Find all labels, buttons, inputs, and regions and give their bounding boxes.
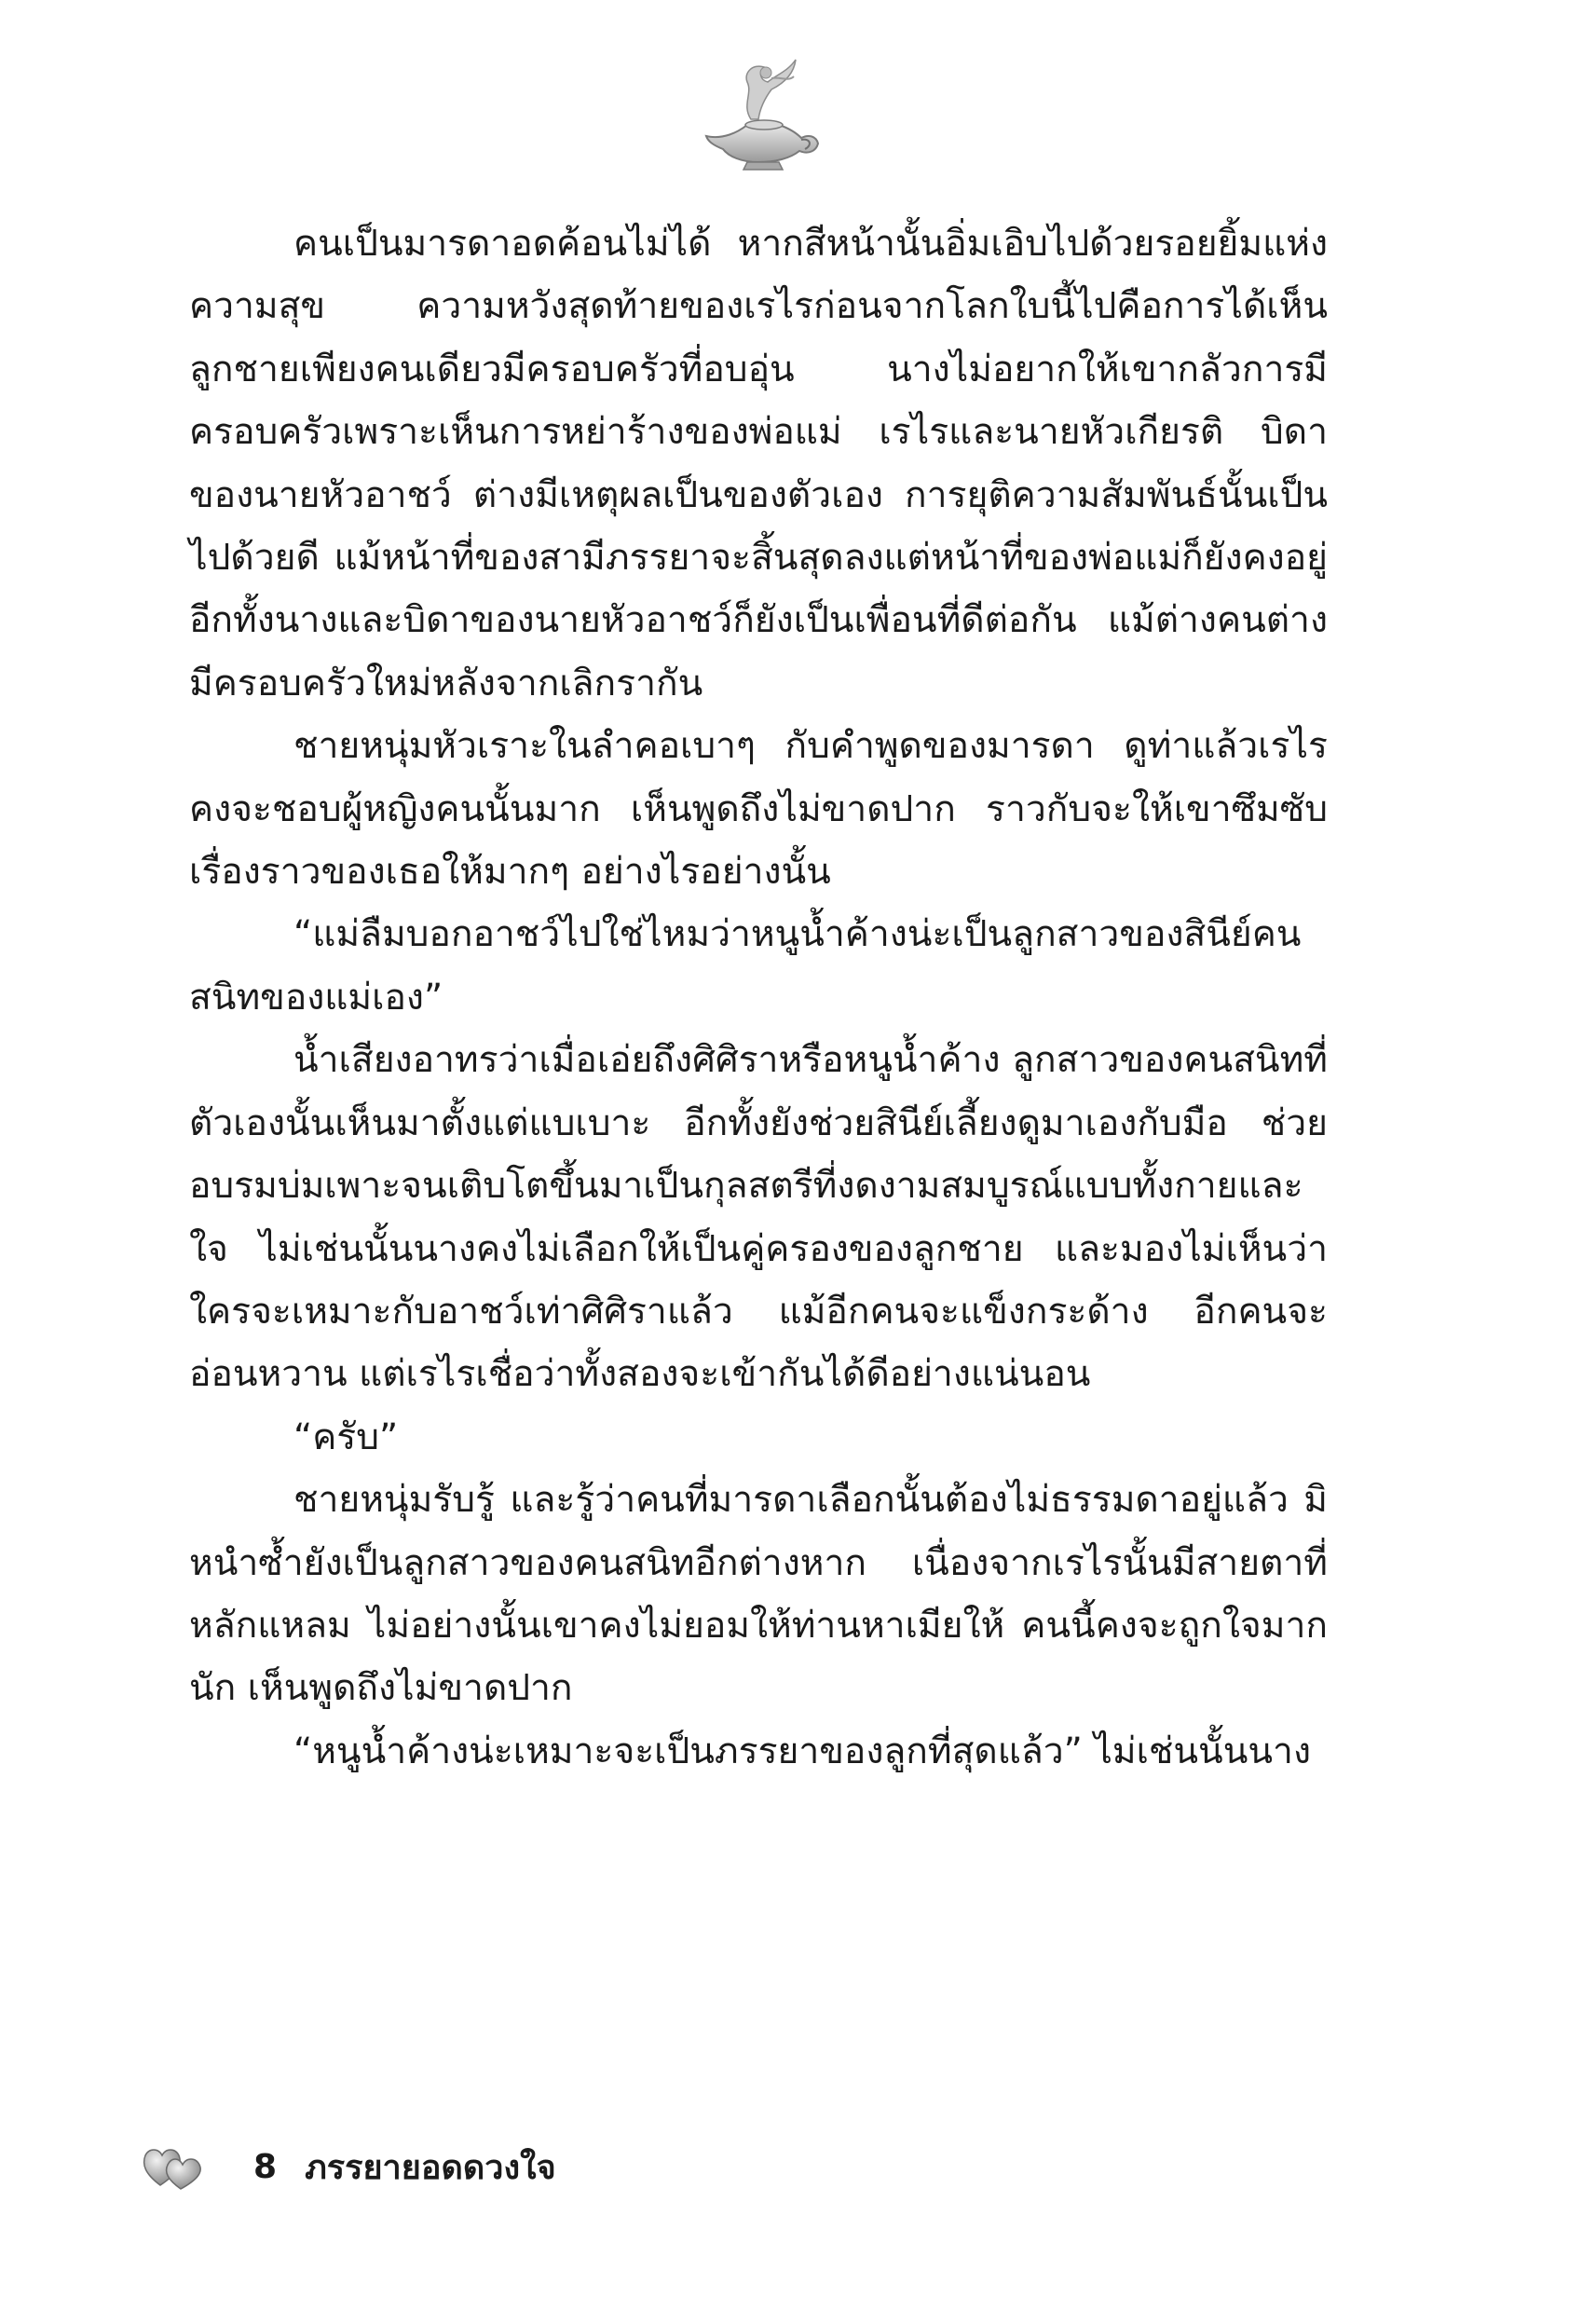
paragraph-4: น้ำเสียงอาทรว่าเมื่อเอ่ยถึงศิศิราหรือหนูน้ำค้าง ลูกสาวของคนสนิทที่ตัวเองนั้นเห็นมาตั้งแต่แบเบาะ อีกทั้งยังช่วยสินีย์เลี้ยงดูมาเองกับมือ ช่วยอบรมบ่มเพาะจนเติบโตขึ้นมาเป็นกุลสตรีที่งดงามสมบูรณ์แบบทั้งกายและใจ ไม่เช่นนั้นนางคงไม่เลือกให้เป็นคู่ครองของลูกชาย และมองไม่เห็นว่าใครจะเหมาะกับอาชว์เท่าศิศิราแล้ว แม้อีกคนจะแข็งกระด้าง อีกคนจะอ่อนหวาน แต่เรไรเชื่อว่าทั้งสองจะเข้ากันได้ดีอย่างแน่นอน <box>189 1039 1328 1396</box>
paragraph-3: “แม่ลืมบอกอาชว์ไปใช่ไหมว่าหนูน้ำค้างน่ะเป็นลูกสาวของสินีย์คนสนิทของแม่เอง” <box>189 913 1302 1019</box>
hearts-icon <box>140 2140 205 2193</box>
page-number: 8 <box>253 2147 278 2186</box>
body-text <box>189 212 1328 1783</box>
paragraph-7: “หนูน้ำค้างน่ะเหมาะจะเป็นภรรยาของลูกที่สุดแล้ว” ไม่เช่นนั้นนาง <box>293 1730 1311 1772</box>
paragraph-5: “ครับ” <box>293 1415 399 1458</box>
paragraph-2: ชายหนุ่มหัวเราะในลำคอเบาๆ กับคำพูดของมารดา ดูท่าแล้วเรไรคงจะชอบผู้หญิงคนนั้นมาก เห็นพูดถึงไม่ขาดปาก ราวกับจะให้เขาซึมซับเรื่องราวของเธอให้มากๆ อย่างไรอย่างนั้น <box>189 725 1328 894</box>
page-footer <box>140 2134 978 2199</box>
book-title: ภรรยายอดดวงใจ <box>305 2148 556 2187</box>
paragraph-6: ชายหนุ่มรับรู้ และรู้ว่าคนที่มารดาเลือกนั้นต้องไม่ธรรมดาอยู่แล้ว มิหนำซ้ำยังเป็นลูกสาวของคนสนิทอีกต่างหาก เนื่องจากเรไรนั้นมีสายตาที่หลักแหลม ไม่อย่างนั้นเขาคงไม่ยอมให้ท่านหาเมียให้ คนนี้คงจะถูกใจมากนัก เห็นพูดถึงไม่ขาดปาก <box>189 1479 1328 1710</box>
paragraph-1: คนเป็นมารดาอดค้อนไม่ได้ หากสีหน้านั้นอิ่มเอิบไปด้วยรอยยิ้มแห่งความสุข ความหวังสุดท้ายของเรไรก่อนจากโลกใบนี้ไปคือการได้เห็นลูกชายเพียงคนเดียวมีครอบครัวที่อบอุ่น นางไม่อยากให้เขากลัวการมีครอบครัวเพราะเห็นการหย่าร้างของพ่อแม่ เรไรและนายหัวเกียรติ บิดาของนายหัวอาชว์ ต่างมีเหตุผลเป็นของตัวเอง การยุติความสัมพันธ์นั้นเป็นไปด้วยดี แม้หน้าที่ของสามีภรรยาจะสิ้นสุดลงแต่หน้าที่ของพ่อแม่ก็ยังคงอยู่ อีกทั้งนางและบิดาของนายหัวอาชว์ก็ยังเป็นเพื่อนที่ดีต่อกัน แม้ต่างคนต่างมีครอบครัวใหม่หลังจากเลิกรากัน <box>189 223 1328 704</box>
genie-lamp-icon <box>686 54 825 175</box>
